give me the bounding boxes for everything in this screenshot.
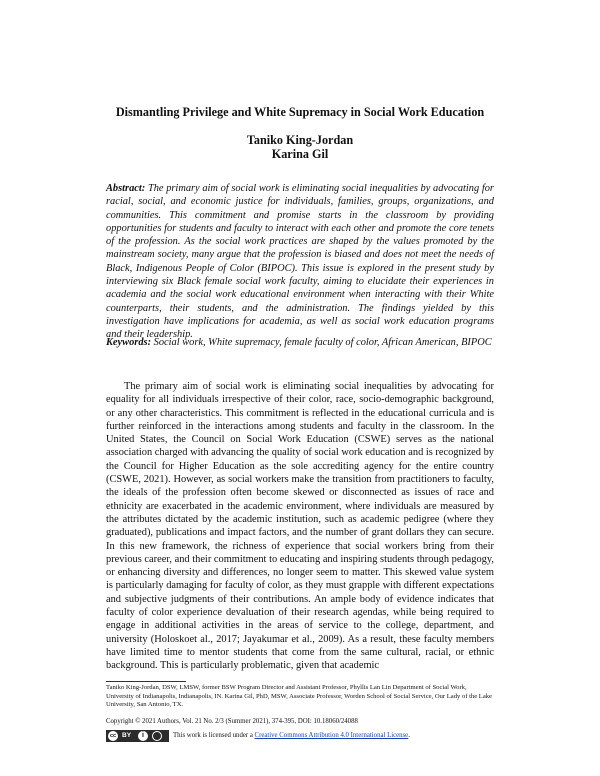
license-prefix: This work is licensed under a (173, 732, 255, 739)
share-alike-icon (152, 731, 162, 741)
footnote-divider (106, 681, 186, 682)
license-line (106, 730, 506, 742)
keywords (106, 336, 494, 349)
cc-icon: cc (109, 733, 117, 739)
cc-license-badge[interactable] (106, 730, 169, 742)
article-title: Dismantling Privilege and White Supremacy in Social Work Education (115, 105, 485, 119)
body-paragraph: The primary aim of social work is eliminating social inequalities by advocating for equality for all individuals irrespective of their color, race, socio-demographic background, or any other characteristics. This commitment is reflected in the educational curricula and is further reinforced in the interactions among students and faculty in the classroom. In the United States, the Council on Social Work Education (CSWE) serves as the national association charged with advancing the quality of social work education and is recognized by the Council for Higher Education as the sole accrediting agency for the entire country (CSWE, 2021). However, as social workers make the transition from practitioners to faculty, the ideals of the profession often become skewed or disconnected as issues of race and ethnicity are exacerbated in the academic environment, where individuals are measured by the attributes dictated by the academic institution, such as academic pedigree (where they graduated), publications and impact factors, and the number of grant dollars they can secure. In this new framework, the richness of experience that social workers bring from their previous career, and their commitment to educating and inspiring students through pedagogy, or enhancing diversity and differences, no longer seem to matter. This skewed value system is particularly damaging for faculty of color, as they must grapple with different expectations and subjective judgments of their contributions. An ample body of evidence indicates that faculty of color experience devaluation of their research agendas, while being required to engage in additional activities in the areas of service to the college, department, and university (Holoskoet al., 2017; Jayakumar et al., 2009). As a result, these faculty members have limited time to mentor students that come from the same cultural, racial, or ethnic background. This is particularly problematic, given that academic (106, 381, 494, 672)
abstract-label: Abstract: (106, 183, 146, 194)
keywords-text: Social work, White supremacy, female faculty of color, African American, BIPOC (153, 337, 492, 348)
copyright-line: Copyright © 2021 Authors, Vol. 21 No. 2/3 (Summer 2021), 374-395, DOI: 10.18060/24088 (106, 718, 358, 725)
license-link[interactable]: Creative Commons Attribution 4.0 International License (254, 732, 409, 739)
attribution-icon: i (138, 731, 148, 741)
author-name: Karina Gil (271, 147, 329, 161)
author-name: Taniko King-Jordan (246, 133, 354, 147)
author-footnote: Taniko King-Jordan, DSW, LMSW, former BSW Program Director and Assistant Professor, Phyllis Lan Lin Department of Social Work, University of Indianapolis, Indianapolis, IN. Karina Gil, PhD, MSW, Associate Professor, Worden School of Social Service, Our Lady of the Lake University, San Antonio, TX. (106, 684, 492, 709)
cc-by-label: BY (122, 732, 132, 739)
license-text (173, 730, 410, 742)
keywords-label: Keywords: (106, 337, 152, 348)
abstract-text: The primary aim of social work is eliminating social inequalities by advocating for racial, social, and economic justice for individuals, families, groups, organizations, and communities. This commitment and promise starts in the classroom by providing opportunities for students and faculty to interact with each other and promote the core tenets of the profession. As the social work practices are shaped by the values promoted by the mainstream society, many argue that the profession is biased and does not meet the needs of Black, Indigenous People of Color (BIPOC). This issue is explored in the present study by interviewing six Black female social work faculty, aiming to elucidate their experiences in academia and the social work educational environment when interacting with their White counterparts, their students, and the administration. The findings yielded by this investigation have implications for academia, as well as social work education programs and their leadership. (106, 183, 494, 341)
license-suffix: . (408, 732, 410, 739)
abstract (106, 182, 494, 342)
author-list (150, 133, 450, 161)
